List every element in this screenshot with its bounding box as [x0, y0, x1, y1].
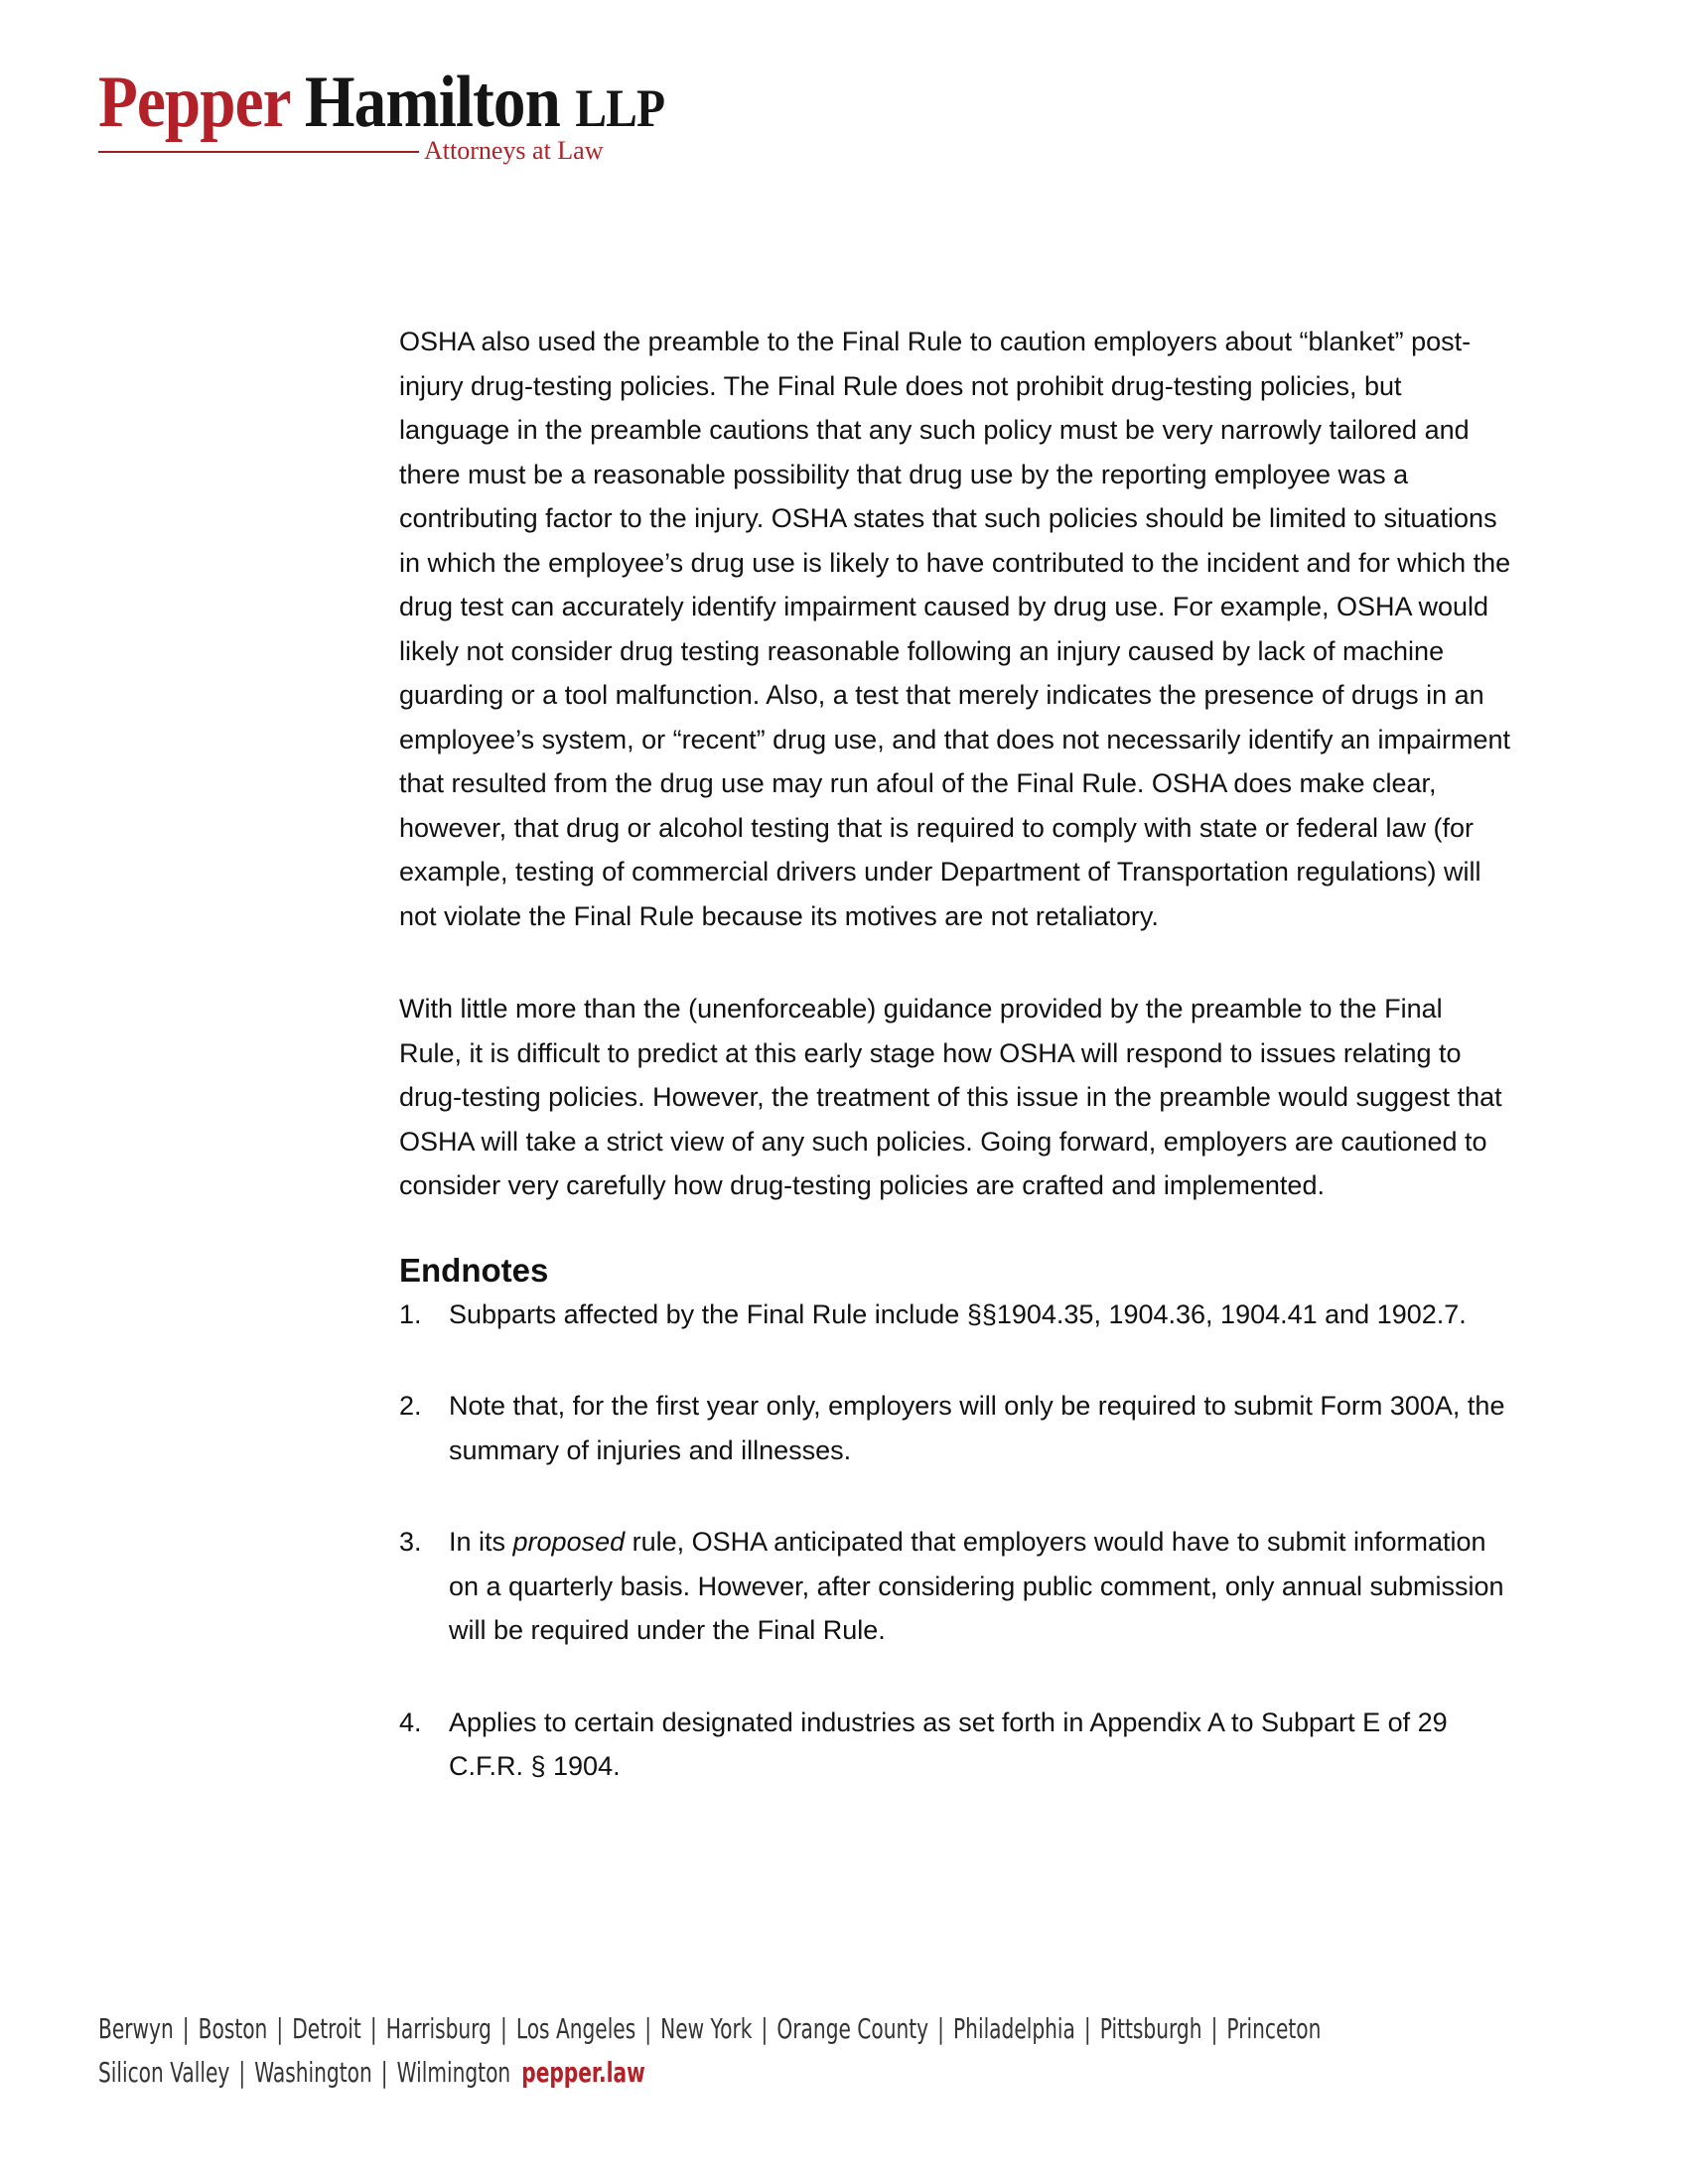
logo-word-pepper: Pepper	[98, 62, 290, 143]
footer-separator: |	[499, 2012, 507, 2045]
logo-rule	[98, 151, 419, 153]
office-orange-county: Orange County	[776, 2012, 929, 2045]
endnote-text-emphasis: proposed	[512, 1527, 626, 1557]
body-paragraph-2: With little more than the (unenforceable) guidance provided by the preamble to the Final Rule, it is difficult to predict at this early stage how OSHA will respond to issues relating to drug-testing policies. However, the treatment of this issue in the preamble would suggest that OSHA will take a strict view of any such policies. Going forward, employers are cautioned to consider very carefully how drug-testing policies are crafted and implemented.	[399, 994, 1502, 1200]
document-body	[399, 320, 1511, 1837]
endnotes-list	[399, 1293, 1511, 1789]
footer-separator: |	[937, 2012, 944, 2045]
endnote-number: 3.	[399, 1527, 422, 1557]
office-washington: Washington	[254, 2056, 372, 2089]
endnote-text-before: In its	[449, 1527, 513, 1557]
office-boston: Boston	[198, 2012, 268, 2045]
office-los-angeles: Los Angeles	[515, 2012, 636, 2045]
endnote-item-3	[399, 1520, 1511, 1653]
endnote-number: 4.	[399, 1706, 422, 1737]
office-wilmington: Wilmington	[396, 2056, 511, 2089]
website-link[interactable]: pepper.law	[521, 2056, 645, 2089]
endnote-item-4	[399, 1701, 1511, 1789]
endnote-text: Subparts affected by the Final Rule include §§1904.35, 1904.36, 1904.41 and 1902.7.	[449, 1298, 1467, 1329]
logo-tagline: Attorneys at Law	[424, 136, 604, 165]
office-new-york: New York	[660, 2012, 753, 2045]
endnotes-heading: Endnotes	[399, 1251, 549, 1289]
office-philadelphia: Philadelphia	[953, 2012, 1075, 2045]
office-berwyn: Berwyn	[98, 2012, 174, 2045]
office-harrisburg: Harrisburg	[385, 2012, 492, 2045]
endnote-text: Note that, for the first year only, employers will only be required to submit Form 300A, the summary of injuries and illnesses.	[449, 1391, 1505, 1465]
logo-llp: LLP	[575, 78, 665, 138]
footer-separator: |	[1210, 2012, 1218, 2045]
firm-logo	[98, 58, 665, 172]
logo-word-hamilton: Hamilton	[304, 62, 560, 143]
body-paragraph-1: OSHA also used the preamble to the Final Rule to caution employers about “blanket” post-injury drug-testing policies. The Final Rule does not prohibit drug-testing policies, but language in the preamble cautions that any such policy must be very narrowly tailored and there must be a reasonable possibility that drug use by the reporting employee was a contributing factor to the injury. OSHA states that such policies should be limited to situations in which the employee’s drug use is likely to have contributed to the incident and for which the drug test can accurately identify impairment caused by drug use. For example, OSHA would likely not consider drug testing reasonable following an injury caused by lack of machine guarding or a tool malfunction. Also, a test that merely indicates the presence of drugs in an employee’s system, or “recent” drug use, and that does not necessarily identify an impairment that resulted from the drug use may run afoul of the Final Rule. OSHA does make clear, however, that drug or alcohol testing that is required to comply with state or federal law (for example, testing of commercial drivers under Department of Transportation regulations) will not violate the Final Rule because its motives are not retaliatory.	[399, 327, 1511, 931]
footer-separator: |	[238, 2056, 246, 2089]
footer-separator: |	[182, 2012, 190, 2045]
endnote-item-1	[399, 1293, 1511, 1337]
office-silicon-valley: Silicon Valley	[98, 2056, 230, 2089]
endnote-number: 2.	[399, 1391, 422, 1421]
footer-separator: |	[369, 2012, 377, 2045]
footer-separator: |	[276, 2012, 284, 2045]
footer-separator: |	[761, 2012, 769, 2045]
footer	[98, 2007, 1647, 2095]
endnote-text	[449, 1527, 1504, 1645]
endnote-text: Applies to certain designated industries as set forth in Appendix A to Subpart E of 29 C.F.R. § 1904.	[449, 1706, 1448, 1781]
endnote-number: 1.	[399, 1298, 422, 1329]
footer-offices-line-1	[98, 2007, 1322, 2051]
office-princeton: Princeton	[1226, 2012, 1322, 2045]
footer-separator: |	[644, 2012, 652, 2045]
office-detroit: Detroit	[292, 2012, 361, 2045]
footer-separator: |	[1083, 2012, 1091, 2045]
office-pittsburgh: Pittsburgh	[1099, 2012, 1202, 2045]
endnote-text-after: rule, OSHA anticipated that employers would have to submit information on a quarterly basis. However, after considering public comment, only annual submission will be required under the Final Rule.	[449, 1527, 1504, 1645]
endnote-item-2	[399, 1384, 1511, 1472]
footer-separator: |	[380, 2056, 388, 2089]
footer-offices-line-2	[98, 2051, 1213, 2095]
